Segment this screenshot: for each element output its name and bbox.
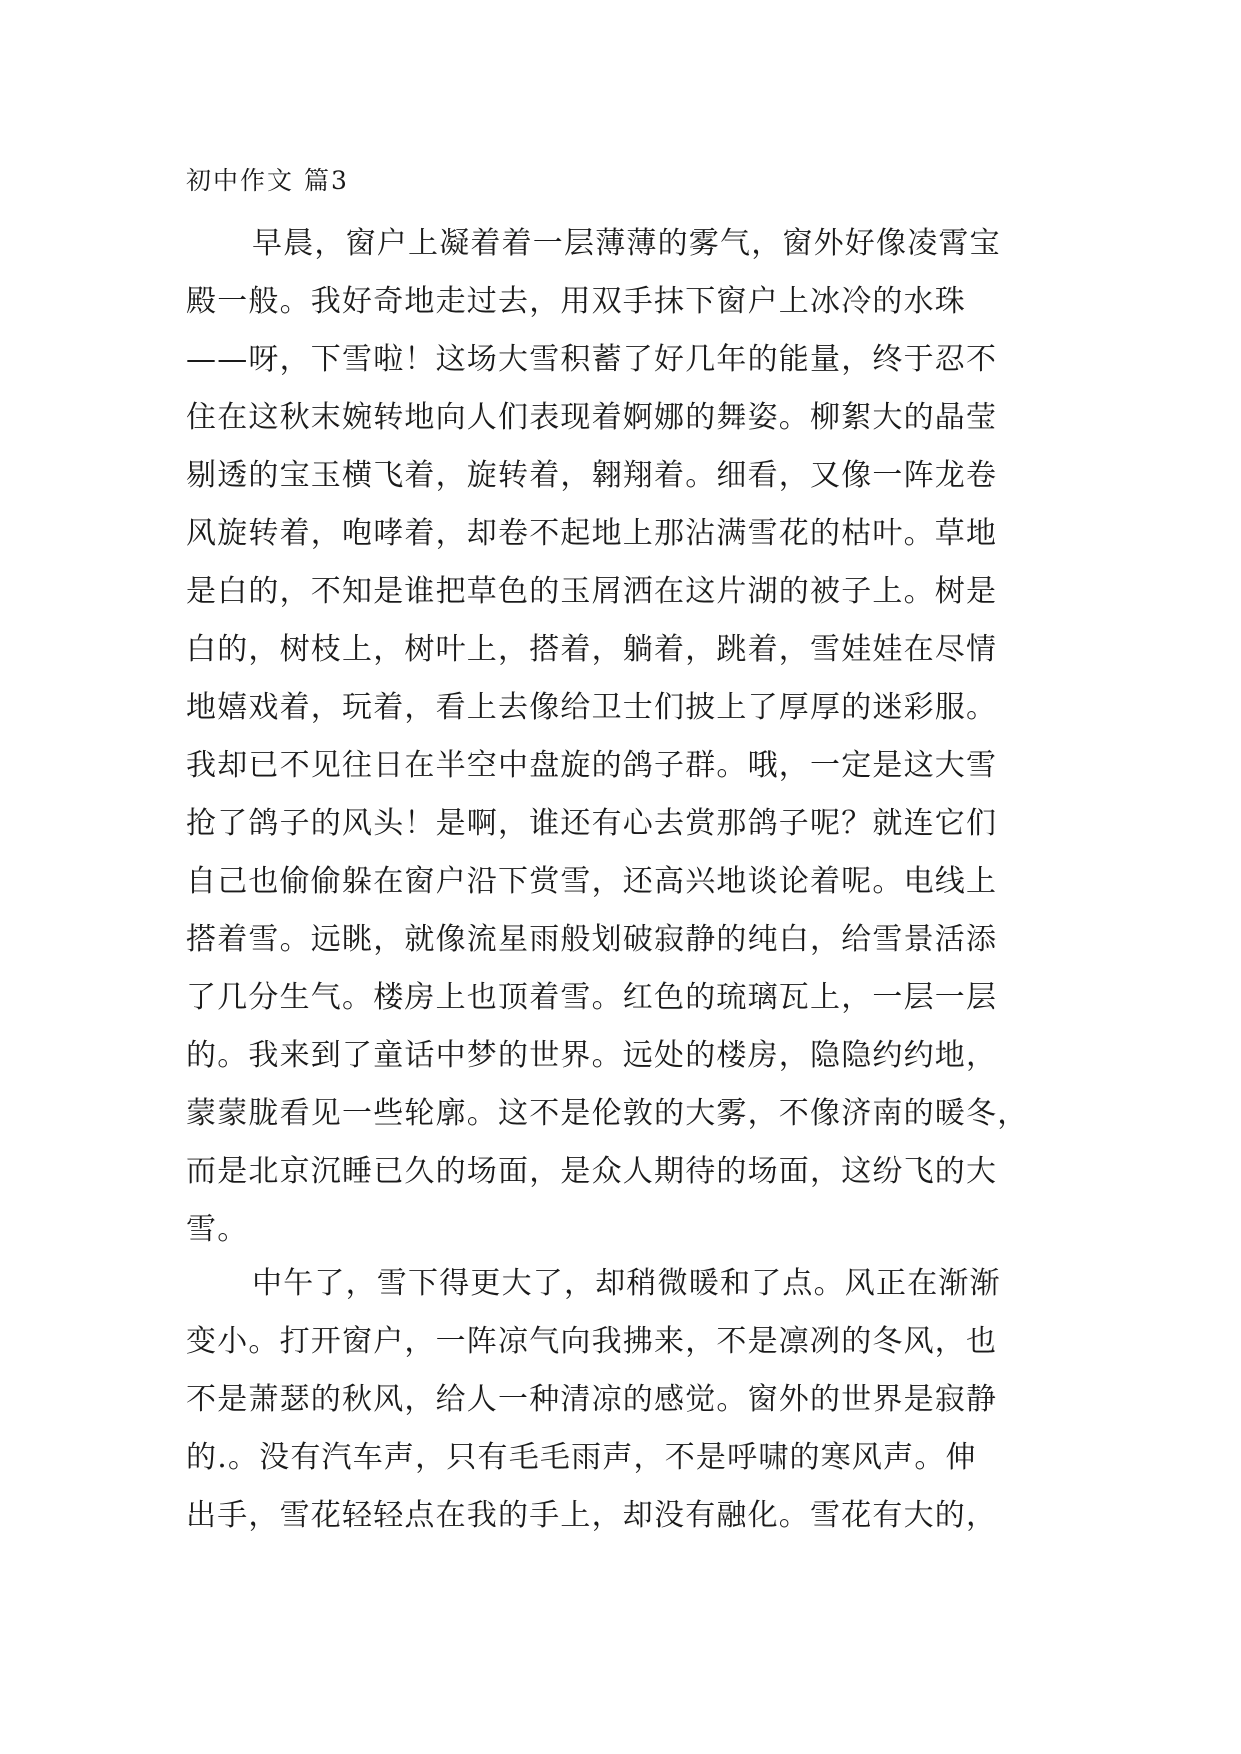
paragraph-line: 搭着雪。远眺，就像流星雨般划破寂静的纯白，给雪景活添 [186,922,998,957]
paragraph-line: 殿一般。我好奇地走过去，用双手抹下窗户上冰冷的水珠 [186,284,966,319]
paragraph-line: 出手，雪花轻轻点在我的手上，却没有融化。雪花有大的， [186,1498,998,1533]
paragraph-line: ——呀，下雪啦！这场大雪积蓄了好几年的能量，终于忍不 [186,342,998,377]
paragraph-line: 地嬉戏着，玩着，看上去像给卫士们披上了厚厚的迷彩服。 [186,690,998,725]
paragraph-noon-snow [186,1255,1066,1545]
paragraph-line: 剔透的宝玉横飞着，旋转着，翱翔着。细看，又像一阵龙卷 [186,458,998,493]
paragraph-line: 住在这秋末婉转地向人们表现着婀娜的舞姿。柳絮大的晶莹 [186,400,998,435]
document-title: 初中作文 篇3 [186,166,349,195]
paragraph-morning-snow [186,215,1066,1259]
paragraph-line: 变小。打开窗户，一阵凉气向我拂来，不是凛冽的冬风，也 [186,1324,998,1359]
paragraph-line: 抢了鸽子的风头！是啊，谁还有心去赏那鸽子呢？就连它们 [186,806,998,841]
paragraph-line: 蒙蒙胧看见一些轮廓。这不是伦敦的大雾，不像济南的暖冬， [186,1096,1029,1131]
paragraph-line: 了几分生气。楼房上也顶着雪。红色的琉璃瓦上，一层一层 [186,980,998,1015]
paragraph-line: 我却已不见往日在半空中盘旋的鸽子群。哦，一定是这大雪 [186,748,998,783]
paragraph-line: 的.。没有汽车声，只有毛毛雨声，不是呼啸的寒风声。伸 [186,1440,977,1475]
paragraph-line: 白的，树枝上，树叶上，搭着，躺着，跳着，雪娃娃在尽情 [186,632,998,667]
paragraph-line: 早晨，窗户上凝着着一层薄薄的雾气，窗外好像凌霄宝 [252,226,1001,261]
paragraph-line: 自己也偷偷躲在窗户沿下赏雪，还高兴地谈论着呢。电线上 [186,864,998,899]
paragraph-line: 是白的，不知是谁把草色的玉屑洒在这片湖的被子上。树是 [186,574,998,609]
paragraph-line: 的。我来到了童话中梦的世界。远处的楼房，隐隐约约地， [186,1038,998,1073]
paragraph-line: 而是北京沉睡已久的场面，是众人期待的场面，这纷飞的大 [186,1154,998,1189]
paragraph-line: 不是萧瑟的秋风，给人一种清凉的感觉。窗外的世界是寂静 [186,1382,998,1417]
paragraph-line: 中午了，雪下得更大了，却稍微暖和了点。风正在渐渐 [252,1266,1001,1301]
paragraph-line: 风旋转着，咆哮着，却卷不起地上那沾满雪花的枯叶。草地 [186,516,998,551]
paragraph-line: 雪。 [186,1212,249,1247]
